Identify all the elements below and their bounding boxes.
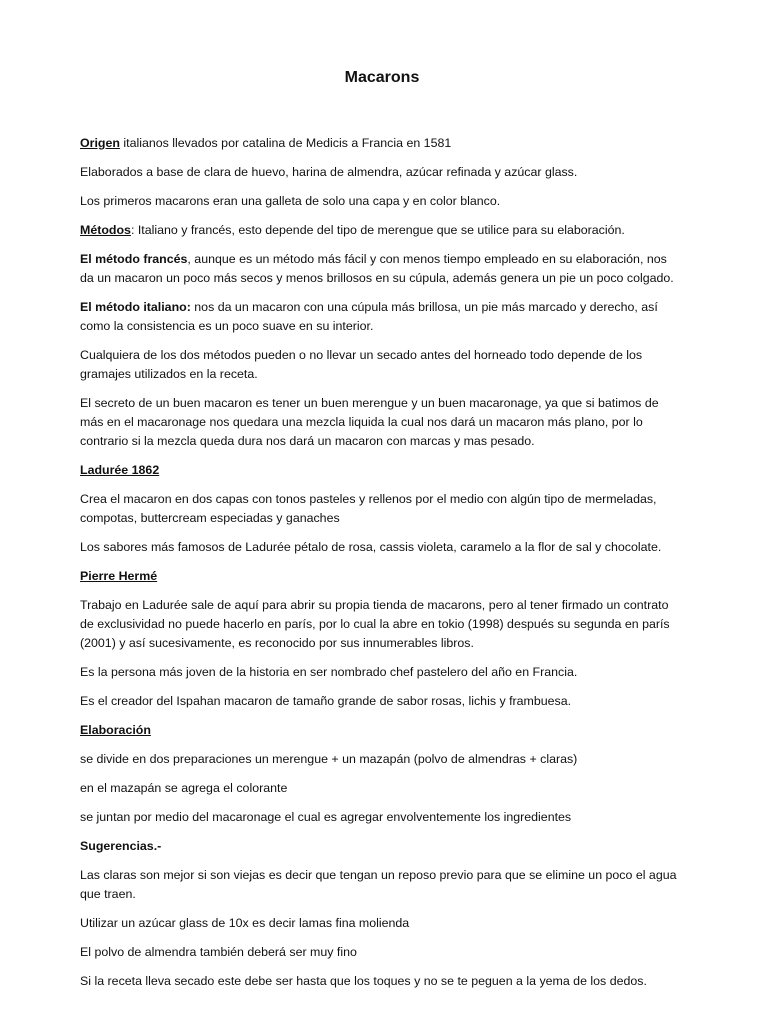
divide-paragraph: se divide en dos preparaciones un merengue + un mazapán (polvo de almendras + claras) bbox=[80, 752, 578, 766]
origen-paragraph bbox=[80, 134, 684, 153]
crea-paragraph: Crea el macaron en dos capas con tonos pasteles y rellenos por el medio con algún tipo de mermeladas, compotas, buttercream especiadas y ganaches bbox=[80, 492, 657, 525]
joven-paragraph: Es la persona más joven de la historia en ser nombrado chef pastelero del año en Francia. bbox=[80, 665, 578, 679]
metodos-label: Métodos bbox=[80, 223, 131, 237]
trabajo-paragraph: Trabajo en Ladurée sale de aquí para abrir su propia tienda de macarons, pero al tener firmado un contrato de exclusividad no puede hacerlo en parís, por lo cual la abre en tokio (1998) después su segunda en parís (2001) y así sucesivamente, es reconocido por sus innumerables libros. bbox=[80, 598, 670, 650]
secreto-paragraph: El secreto de un buen macaron es tener un buen merengue y un buen macaronage, ya que si batimos de más en el macaronage nos quedara una mezcla liquida la cual nos dará un macaron más plano, por lo contrario si la mezcla queda dura nos dará un macaron con marcas y mas pesado. bbox=[80, 396, 659, 448]
laduree-heading: Ladurée 1862 bbox=[80, 463, 160, 477]
receta-paragraph: Si la receta lleva secado este debe ser hasta que los toques y no se te peguen a la yema de los dedos. bbox=[80, 974, 647, 988]
italiano-paragraph bbox=[80, 298, 684, 336]
page-title: Macarons bbox=[344, 69, 420, 86]
elaborados-paragraph: Elaborados a base de clara de huevo, harina de almendra, azúcar refinada y azúcar glass. bbox=[80, 165, 578, 179]
italiano-label: El método italiano: bbox=[80, 300, 191, 314]
origen-text: italianos llevados por catalina de Medicis a Francia en 1581 bbox=[119, 136, 452, 150]
origen-label: Origen bbox=[80, 136, 120, 150]
creador-paragraph: Es el creador del Ispahan macaron de tamaño grande de sabor rosas, lichis y frambuesa. bbox=[80, 694, 572, 708]
juntan-paragraph: se juntan por medio del macaronage el cual es agregar envolventemente los ingredientes bbox=[80, 810, 572, 824]
italiano-text: nos da un macaron con una cúpula más brillosa, un pie más marcado y derecho, así como la consistencia es un poco suave en su interior. bbox=[80, 300, 658, 333]
sugerencias-heading: Sugerencias.- bbox=[80, 839, 162, 853]
metodos-paragraph bbox=[80, 221, 684, 240]
claras-paragraph: Las claras son mejor si son viejas es decir que tengan un reposo previo para que se elimine un poco el agua que traen. bbox=[80, 868, 677, 901]
pierre-heading: Pierre Hermé bbox=[80, 569, 158, 583]
utilizar-paragraph: Utilizar un azúcar glass de 10x es decir lamas fina molienda bbox=[80, 916, 410, 930]
metodos-text: : Italiano y francés, esto depende del tipo de merengue que se utilice para su elaboración. bbox=[130, 223, 625, 237]
cualquiera-paragraph: Cualquiera de los dos métodos pueden o no llevar un secado antes del horneado todo depende de los gramajes utilizados en la receta. bbox=[80, 348, 643, 381]
sabores-paragraph: Los sabores más famosos de Ladurée pétalo de rosa, cassis violeta, caramelo a la flor de sal y chocolate. bbox=[80, 540, 662, 554]
frances-label: El método francés bbox=[80, 252, 188, 266]
elaboracion-heading: Elaboración bbox=[80, 723, 151, 737]
polvo-paragraph: El polvo de almendra también deberá ser muy fino bbox=[80, 945, 357, 959]
frances-paragraph bbox=[80, 250, 684, 288]
mazapan-paragraph: en el mazapán se agrega el colorante bbox=[80, 781, 288, 795]
primeros-paragraph: Los primeros macarons eran una galleta de solo una capa y en color blanco. bbox=[80, 194, 501, 208]
frances-text: , aunque es un método más fácil y con menos tiempo empleado en su elaboración, nos da un macaron un poco más secos y menos brillosos en su cúpula, además genera un pie un poco colgado. bbox=[80, 252, 674, 285]
